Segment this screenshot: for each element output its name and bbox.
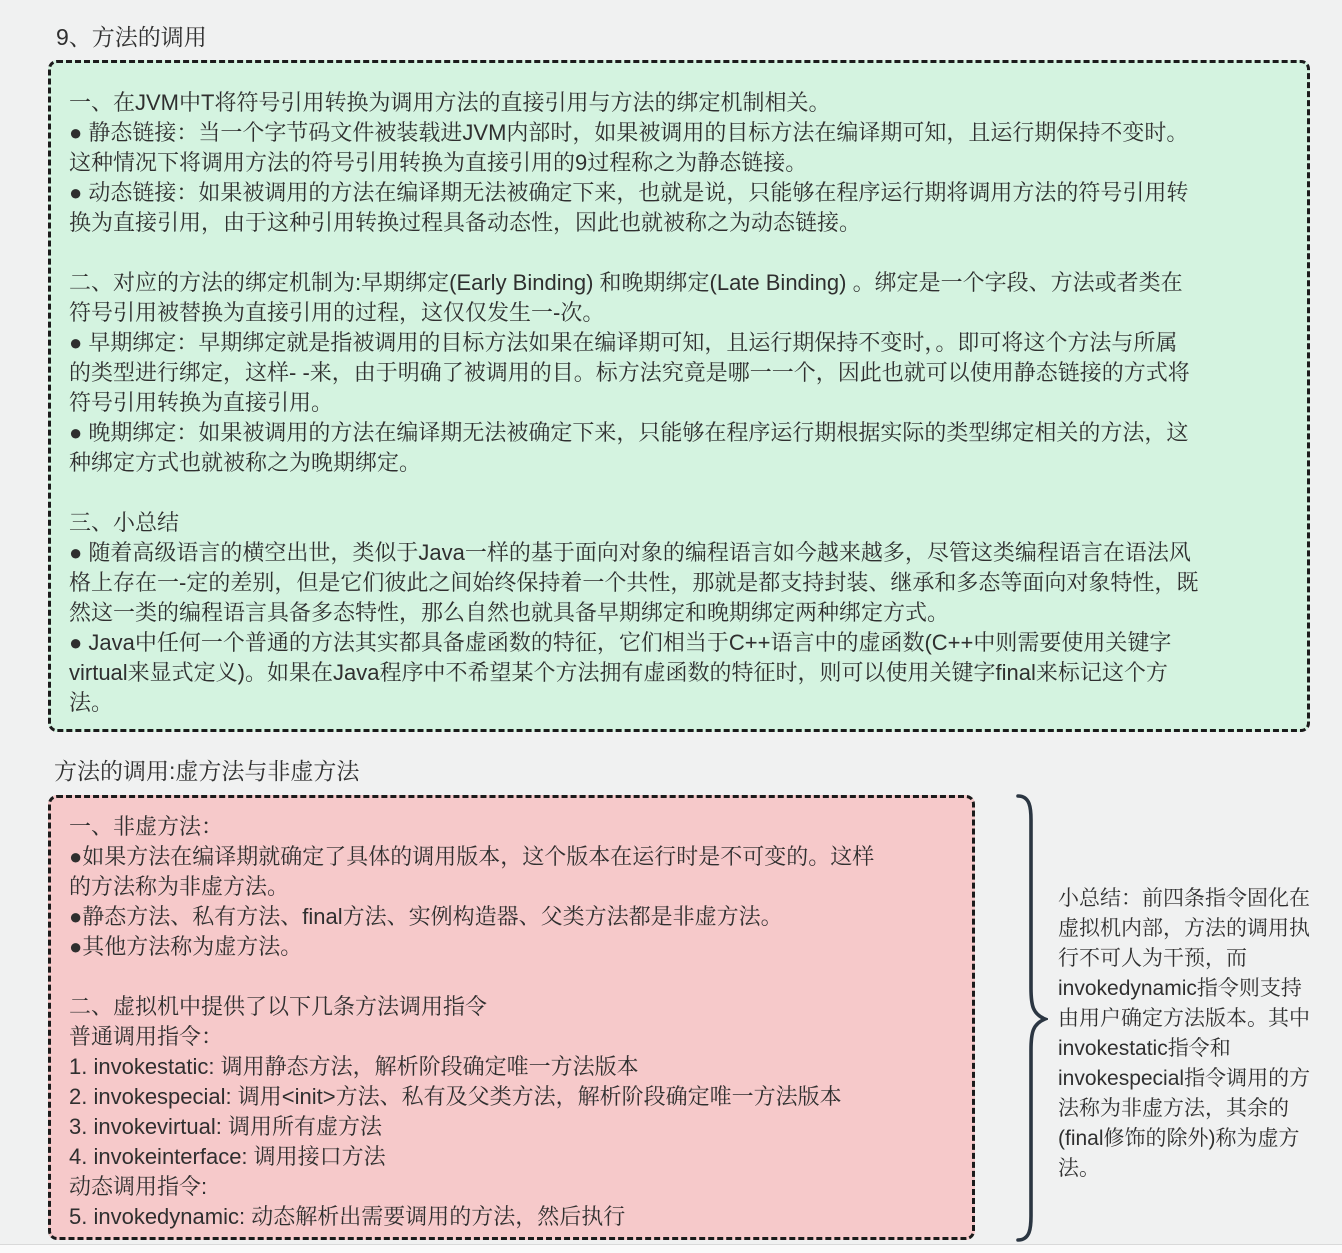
text-line: virtual来显式定义)。如果在Java程序中不希望某个方法拥有虚函数的特征时，则可以使用关键字final来标记这个方 [69, 660, 1168, 685]
text-line: 1. invokestatic: 调用静态方法，解析阶段确定唯一方法版本 [69, 1054, 639, 1079]
text-line: 法。 [69, 690, 114, 715]
binding-mechanism-note-box [48, 60, 1310, 732]
text-line: 一、非虚方法： [69, 814, 224, 839]
text-line: 种绑定方式也就被称之为晚期绑定。 [69, 450, 422, 475]
text-line: ● Java中任何一个普通的方法其实都具备虚函数的特征，它们相当于C++语言中的虚函数(C++中则需要使用关键字 [69, 630, 1172, 655]
text-line: 5. invokedynamic: 动态解析出需要调用的方法，然后执行 [69, 1204, 626, 1229]
text-line [69, 238, 1289, 268]
text-line: 符号引用转换为直接引用。 [69, 390, 334, 415]
curly-brace-icon [1008, 792, 1048, 1244]
text-line: ● 动态链接：如果被调用的方法在编译期无法被确定下来，也就是说，只能够在程序运行期将调用方法的符号引用转 [69, 180, 1189, 205]
text-line: 三、小总结 [69, 510, 180, 535]
text-line: 普通调用指令： [69, 1024, 224, 1049]
text-line: 格上存在一-定的差别，但是它们彼此之间始终保持着一个共性，那就是都支持封装、继承和多态等面向对象特性，既 [69, 570, 1199, 595]
text-line: 二、虚拟机中提供了以下几条方法调用指令 [69, 994, 488, 1019]
page-title: 9、方法的调用 [56, 24, 207, 50]
text-line: 二、对应的方法的绑定机制为:早期绑定(Early Binding) 和晚期绑定(Late Binding) 。绑定是一个字段、方法或者类在 [69, 270, 1183, 295]
text-line: ●其他方法称为虚方法。 [69, 934, 303, 959]
text-line: 换为直接引用，由于这种引用转换过程具备动态性，因此也就被称之为动态链接。 [69, 210, 862, 235]
text-line: 这种情况下将调用方法的符号引用转换为直接引用的9过程称之为静态链接。 [69, 150, 808, 175]
text-line: 3. invokevirtual: 调用所有虚方法 [69, 1114, 382, 1139]
side-note-summary: 小总结：前四条指令固化在虚拟机内部，方法的调用执行不可人为干预，而invokedynamic指令则支持由用户确定方法版本。其中invokestatic指令和invokespecial指令调用的方法称为非虚方法，其余的(final修饰的除外)称为虚方法。 [1058, 887, 1311, 1180]
text-line: 4. invokeinterface: 调用接口方法 [69, 1144, 386, 1169]
text-line: ● 静态链接：当一个字节码文件被装载进JVM内部时，如果被调用的目标方法在编译期可知，且运行期保持不变时。 [69, 120, 1189, 145]
text-line [69, 962, 954, 992]
text-line: 动态调用指令: [69, 1174, 208, 1199]
text-line: ●静态方法、私有方法、final方法、实例构造器、父类方法都是非虚方法。 [69, 904, 783, 929]
text-line: ● 晚期绑定：如果被调用的方法在编译期无法被确定下来，只能够在程序运行期根据实际的类型绑定相关的方法，这 [69, 420, 1189, 445]
text-line: 2. invokespecial: 调用<init>方法、私有及父类方法，解析阶段确定唯一方法版本 [69, 1084, 842, 1109]
text-line: 一、在JVM中T将符号引用转换为调用方法的直接引用与方法的绑定机制相关。 [69, 90, 831, 115]
text-line: 然这一类的编程语言具备多态特性，那么自然也就具备早期绑定和晚期绑定两种绑定方式。 [69, 600, 950, 625]
text-line: 符号引用被替换为直接引用的过程，这仅仅发生一-次。 [69, 300, 605, 325]
text-line [69, 478, 1289, 508]
text-line: 的方法称为非虚方法。 [69, 874, 290, 899]
text-line: 的类型进行绑定，这样- -来，由于明确了被调用的目。标方法究竟是哪一一个，因此也就可以使用静态链接的方式将 [69, 360, 1190, 385]
text-line: ● 随着高级语言的横空出世，类似于Java一样的基于面向对象的编程语言如今越来越多，尽管这类编程语言在语法风 [69, 540, 1191, 565]
pink-box-text [69, 812, 954, 1232]
subsection-title: 方法的调用:虚方法与非虚方法 [54, 758, 360, 784]
green-box-text [69, 88, 1289, 718]
text-line: ● 早期绑定：早期绑定就是指被调用的目标方法如果在编译期可知，且运行期保持不变时，。即可将这个方法与所属 [69, 330, 1178, 355]
virtual-method-note-box [48, 795, 975, 1240]
text-line: ●如果方法在编译期就确定了具体的调用版本，这个版本在运行时是不可变的。这样 [69, 844, 875, 869]
